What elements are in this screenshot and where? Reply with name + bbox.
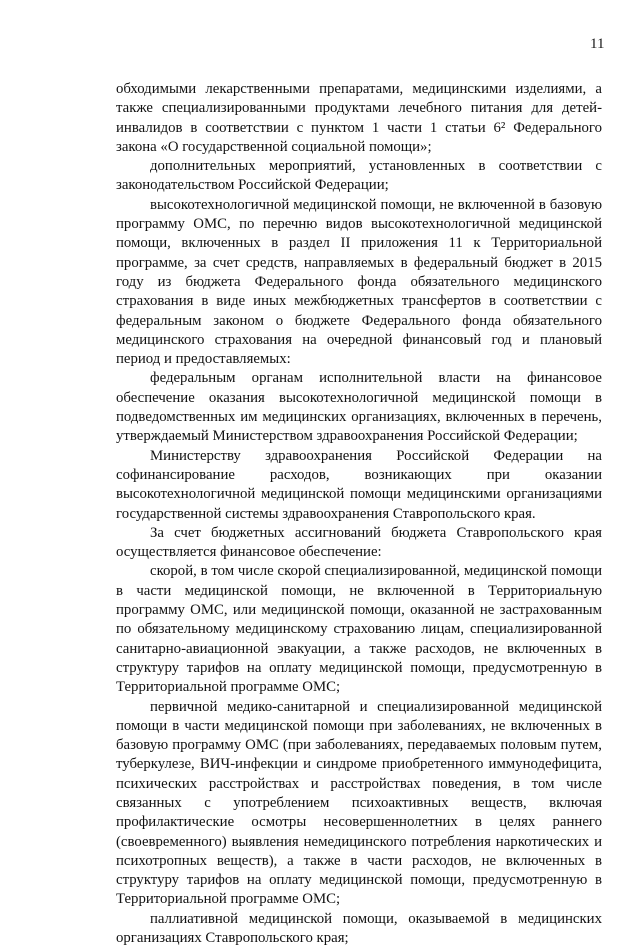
paragraph: скорой, в том числе скорой специализированной, медицинской помощи в части медицинской помощи, не включенной в Территориальную программу ОМС, или медицинской помощи, оказанной не застрахованным по обязательному медицинскому страхованию лицам, специализированной санитарно-авиационной эвакуации, а также расходов, не включенных в структуру тарифов на оплату медицинской помощи, предусмотренную в Территориальной программе ОМС; [116,563,602,696]
paragraph: дополнительных мероприятий, установленных в соответствии с законодательством Российской Федерации; [116,158,602,194]
paragraph: Министерству здравоохранения Российской Федерации на софинансирование расходов, возникающих при оказании высокотехнологичной медицинской помощи медицинскими организациями государственной системы здравоохранения Ставропольского края. [116,447,602,522]
paragraph: паллиативной медицинской помощи, оказываемой в медицинских организациях Ставропольского края; [116,910,602,947]
paragraph: За счет бюджетных ассигнований бюджета Ставропольского края осуществляется финансовое обеспечение: [116,524,602,561]
document-body [116,80,602,948]
page-number: 11 [590,36,605,52]
paragraph: федеральным органам исполнительной власти на финансовое обеспечение оказания высокотехнологичной медицинской помощи в подведомственных им медицинских организациях, включенных в перечень, утверждаемый Министерством здравоохранения Российской Федерации; [116,370,602,445]
paragraph: высокотехнологичной медицинской помощи, не включенной в базовую программу ОМС, по перечню видов высокотехнологичной медицинской помощи, включенных в раздел II приложения 11 к Территориальной программе, за счет средств, направляемых в федеральный бюджет в 2015 году из бюджета Федерального фонда обязательного медицинского страхования в виде иных межбюджетных трансфертов в соответствии с федеральным законом о бюджете Федерального фонда обязательного медицинского страхования на очередной финансовый год и плановый период и предоставляемых: [116,196,602,368]
paragraph: первичной медико-санитарной и специализированной медицинской помощи в части медицинской помощи при заболеваниях, не включенных в базовую программу ОМС (при заболеваниях, передаваемых половым путем, туберкулезе, ВИЧ-инфекции и синдроме приобретенного иммунодефицита, психических расстройствах и расстройствах поведения, в том числе связанных с употреблением психоактивных веществ, включая профилактические осмотры несовершеннолетних в целях раннего (своевременного) выявления немедицинского потребления наркотических и психотропных веществ), а также в части расходов, не включенных в структуру тарифов на оплату медицинской помощи, предусмотренную в Территориальной программе ОМС; [116,698,602,908]
paragraph: обходимыми лекарственными препаратами, медицинскими изделиями, а также специализированными продуктами лечебного питания для детей-инвалидов в соответствии с пунктом 1 части 1 статьи 6² Федерального закона «О государственной социальной помощи»; [116,81,602,155]
